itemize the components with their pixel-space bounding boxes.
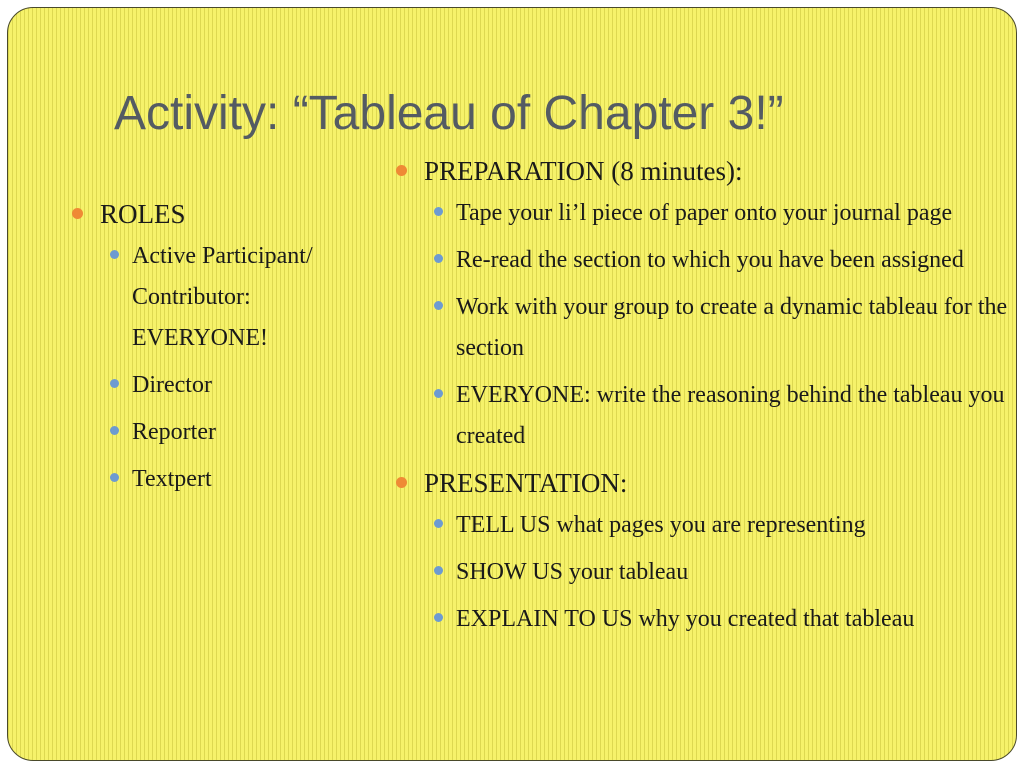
- preparation-heading: PREPARATION (8 minutes):: [424, 156, 743, 186]
- role-item: [100, 236, 371, 359]
- roles-section: [66, 194, 371, 500]
- preparation-item-text: Re-read the section to which you have been assigned: [456, 247, 964, 273]
- blue-bullet-icon: [110, 473, 119, 482]
- presentation-item-text: TELL US what pages you are representing: [456, 512, 866, 538]
- preparation-item: [424, 287, 1010, 369]
- preparation-item-text: EVERYONE: write the reasoning behind the tableau you created: [456, 382, 1005, 449]
- preparation-item: [424, 240, 1010, 281]
- blue-bullet-icon: [434, 519, 443, 528]
- preparation-item-text: Tape your li’l piece of paper onto your journal page: [456, 200, 953, 226]
- orange-bullet-icon: [396, 165, 407, 176]
- roles-column: [66, 194, 371, 506]
- presentation-item: [424, 552, 1010, 593]
- role-item-text: Textpert: [132, 466, 212, 492]
- preparation-item: [424, 375, 1010, 457]
- presentation-item-text: SHOW US your tableau: [456, 559, 689, 585]
- blue-bullet-icon: [434, 566, 443, 575]
- role-item-text: Reporter: [132, 419, 216, 445]
- instructions-column: [390, 151, 1010, 646]
- presentation-item: [424, 599, 1010, 640]
- role-item: [100, 412, 371, 453]
- role-item: [100, 459, 371, 500]
- blue-bullet-icon: [110, 250, 119, 259]
- orange-bullet-icon: [72, 208, 83, 219]
- roles-heading: ROLES: [100, 199, 186, 229]
- presentation-item-text: EXPLAIN TO US why you created that tableau: [456, 606, 915, 632]
- presentation-heading: PRESENTATION:: [424, 468, 628, 498]
- preparation-item-text: Work with your group to create a dynamic tableau for the section: [456, 294, 1008, 361]
- blue-bullet-icon: [434, 301, 443, 310]
- preparation-item: [424, 193, 1010, 234]
- preparation-section: [390, 151, 1010, 457]
- blue-bullet-icon: [434, 207, 443, 216]
- blue-bullet-icon: [434, 389, 443, 398]
- role-item-text: Director: [132, 372, 212, 398]
- slide-title: Activity: “Tableau of Chapter 3!”: [114, 87, 784, 140]
- presentation-item: [424, 505, 1010, 546]
- orange-bullet-icon: [396, 477, 407, 488]
- role-item-text: Active Participant/ Contributor: EVERYONE!: [132, 243, 313, 351]
- presentation-section: [390, 463, 1010, 640]
- slide: [7, 7, 1017, 761]
- blue-bullet-icon: [434, 254, 443, 263]
- blue-bullet-icon: [110, 426, 119, 435]
- blue-bullet-icon: [434, 613, 443, 622]
- blue-bullet-icon: [110, 379, 119, 388]
- role-item: [100, 365, 371, 406]
